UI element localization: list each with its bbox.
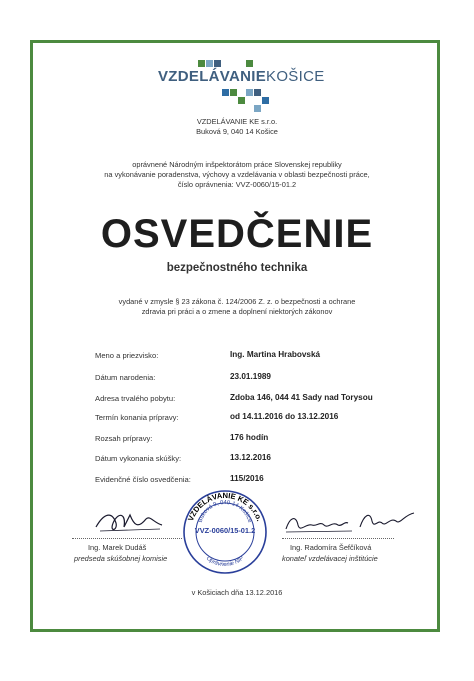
issuer-address: Buková 9, 040 14 Košice [196, 127, 278, 136]
logo-text-part1: VZDELÁVANIE [158, 68, 267, 85]
field-value-address: Zdoba 146, 044 41 Sady nad Torysou [230, 393, 373, 402]
legal-basis-line-1: vydané v zmysle § 23 zákona č. 124/2006 Z. z. o bezpečnosti a ochrane [118, 297, 356, 306]
field-label-exam-date: Dátum vykonania skúšky: [95, 454, 182, 463]
field-label-address: Adresa trvalého pobytu: [95, 394, 176, 403]
field-value-exam-date: 13.12.2016 [230, 453, 271, 462]
signature-right-scribble [282, 505, 422, 539]
signature-left-scribble [90, 505, 170, 539]
signature-right-role: konateľ vzdelávacej inštitúcie [282, 554, 378, 563]
signature-left-role: predseda skúšobnej komisie [74, 554, 168, 563]
field-label-name: Meno a priezvisko: [95, 351, 159, 360]
signature-right-name: Ing. Radomíra Šefčíková [290, 543, 372, 552]
stamp-bottom-text-path: Oprávnenie NIP [204, 555, 246, 569]
field-value-training-period: od 14.11.2016 do 13.12.2016 [230, 412, 339, 421]
signature-line-left [72, 538, 182, 539]
authorization-line-2: na vykonávanie poradenstva, výchovy a vzdelávania v oblasti bezpečnosti práce, [104, 170, 370, 179]
issuer-name: VZDELÁVANIE KE s.r.o. [196, 117, 278, 126]
field-value-birthdate: 23.01.1989 [230, 372, 271, 381]
official-stamp [181, 488, 269, 576]
field-label-registration-number: Evidenčné číslo osvedčenia: [95, 475, 191, 484]
certificate-subtitle: bezpečnostného technika [166, 262, 308, 274]
signature-line-right [282, 538, 394, 539]
field-value-training-scope: 176 hodín [230, 433, 269, 442]
legal-basis-line-2: zdravia pri práci a o zmene a doplnení niektorých zákonov [141, 307, 333, 316]
authorization-number: číslo oprávnenia: VVZ-0060/15-01.2 [177, 180, 297, 189]
logo-text-part2: KOŠICE [266, 68, 325, 85]
field-value-registration-number: 115/2016 [230, 474, 264, 483]
vzdelavanie-kosice-logo [150, 60, 325, 112]
stamp-ring-text-path: VZDELÁVANIE KE s.r.o. [186, 490, 265, 523]
field-label-training-period: Termín konania prípravy: [95, 413, 179, 422]
field-label-birthdate: Dátum narodenia: [95, 373, 156, 382]
place-and-date: v Košiciach dňa 13.12.2016 [191, 588, 283, 597]
signature-left-name: Ing. Marek Dudáš [88, 543, 147, 552]
field-label-training-scope: Rozsah prípravy: [95, 434, 153, 443]
certificate-title: OSVEDČENIE [100, 212, 374, 256]
stamp-ring-text [186, 491, 264, 522]
stamp-center-number: VVZ-0060/15-01.2 [194, 526, 256, 535]
field-value-name: Ing. Martina Hrabovská [230, 350, 321, 359]
authorization-line-1: oprávnené Národným inšpektorátom práce Slovenskej republiky [132, 160, 342, 169]
stamp-inner-text-path: Buková 9, 040 14 Košice [197, 499, 253, 524]
